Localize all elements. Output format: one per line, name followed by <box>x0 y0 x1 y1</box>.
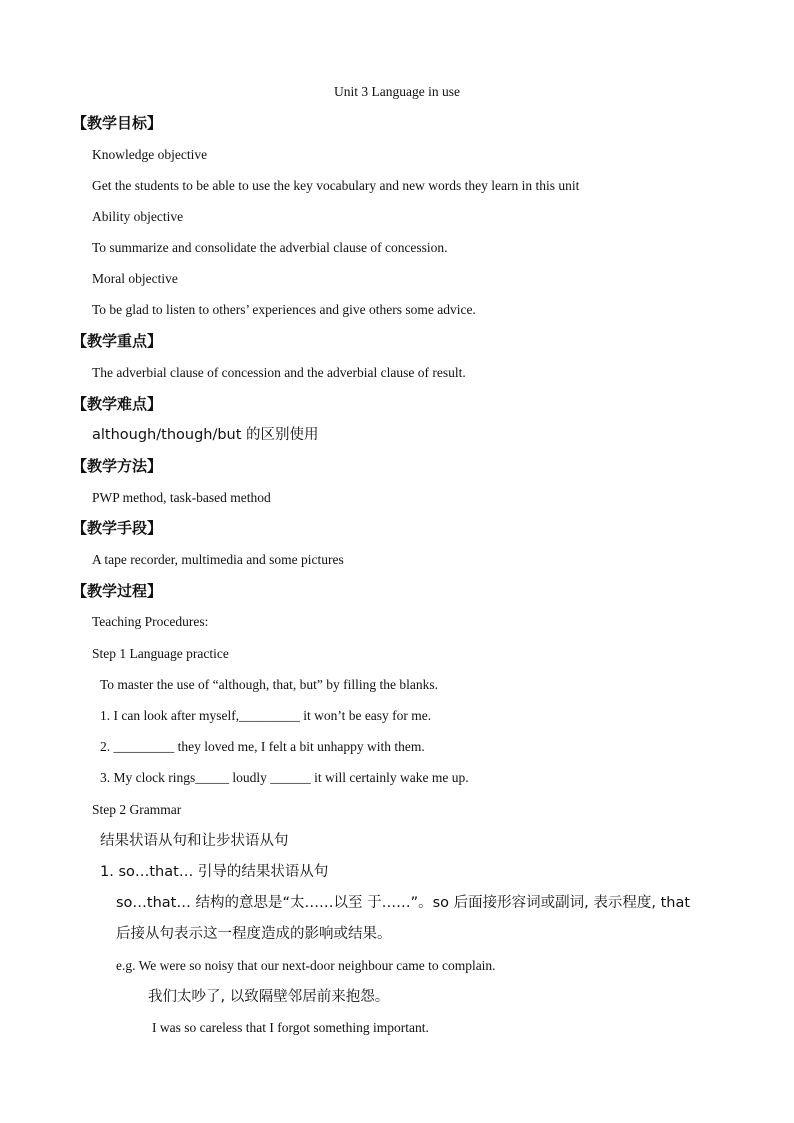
text-line: Step 2 Grammar <box>92 802 182 817</box>
text-line: To master the use of “although, that, but” by filling the blanks. <box>100 677 438 692</box>
section-heading: 【教学方法】 <box>72 457 163 475</box>
text-line: Get the students to be able to use the key vocabulary and new words they learn in this unit <box>92 178 580 193</box>
text-line: 后接从句表示这一程度造成的影响或结果。 <box>116 926 392 942</box>
section-heading: 【教学目标】 <box>72 114 163 132</box>
page-title: Unit 3 Language in use <box>334 84 460 99</box>
text-line: Knowledge objective <box>92 147 208 162</box>
text-line: A tape recorder, multimedia and some pictures <box>92 552 344 567</box>
text-line: although/though/but 的区别使用 <box>92 427 319 443</box>
text-line: so…that… 结构的意思是“太……以至 于……”。so 后面接形容词或副词, 表示程度, that <box>116 895 691 911</box>
text-line: 1. so…that… 引导的结果状语从句 <box>100 864 329 880</box>
text-line: e.g. We were so noisy that our next-door neighbour came to complain. <box>116 958 496 973</box>
section-heading: 【教学过程】 <box>72 582 163 600</box>
text-line: The adverbial clause of concession and the adverbial clause of result. <box>92 365 466 380</box>
text-line: To be glad to listen to others’ experiences and give others some advice. <box>92 302 476 317</box>
text-line: Moral objective <box>92 271 178 286</box>
text-line: I was so careless that I forgot something important. <box>152 1020 429 1035</box>
section-heading: 【教学难点】 <box>72 395 163 413</box>
text-line: 2. _________ they loved me, I felt a bit unhappy with them. <box>100 739 425 754</box>
text-line: 我们太吵了, 以致隔壁邻居前来抱怨。 <box>148 989 390 1005</box>
text-line: To summarize and consolidate the adverbial clause of concession. <box>92 240 448 255</box>
text-line: 1. I can look after myself,_________ it won’t be easy for me. <box>100 708 432 723</box>
section-heading: 【教学重点】 <box>72 332 163 350</box>
text-line: Ability objective <box>92 209 184 224</box>
text-line: PWP method, task-based method <box>92 490 271 505</box>
text-line: 3. My clock rings_____ loudly ______ it will certainly wake me up. <box>100 770 469 785</box>
text-line: Teaching Procedures: <box>92 614 209 629</box>
text-line: Step 1 Language practice <box>92 646 229 661</box>
section-heading: 【教学手段】 <box>72 519 163 537</box>
text-line: 结果状语从句和让步状语从句 <box>100 833 289 849</box>
